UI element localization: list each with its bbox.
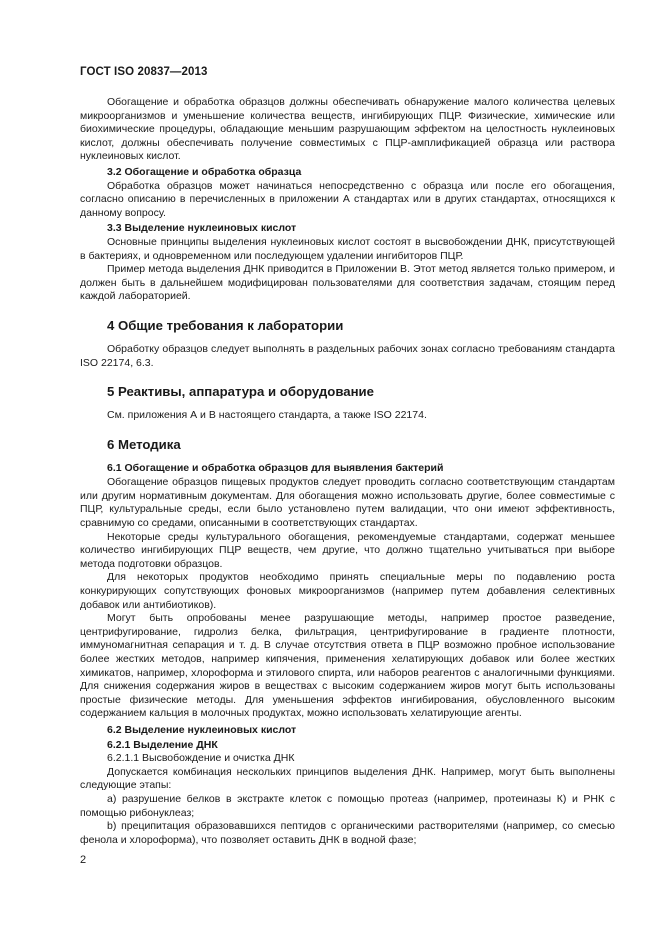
paragraph-6-1-a: Обогащение образцов пищевых продуктов следует проводить согласно соответствующим стандартам или другим нормативным документам. Для обогащения можно использовать другие, более совместимые с ПЦР, культуральные среды, если было установлено путем валидации, что они имеют эффективность, сравнимую со средами, описанными в соответствующих стандартах. xyxy=(80,476,615,530)
paragraph-3-2: Обработка образцов может начинаться непосредственно с образца или после его обогащения, согласно описанию в перечисленных в приложении А стандартах или в других стандартах, относящихся к данному вопросу. xyxy=(80,179,615,219)
paragraph-intro: Обогащение и обработка образцов должны обеспечивать обнаружение малого количества целевых микроорганизмов и уменьшение количества веществ, ингибирующих ПЦР. Физические, химические или биохимические процедуры, обладающие меньшим разрушающим эффектом на целостность нуклеиновых кислот, должны обеспечивать получение совместимых с ПЦР-амплификацией образца или раствора нуклеиновых кислот. xyxy=(80,96,615,163)
section-6-2-1-1-heading: 6.2.1.1 Высвобождение и очистка ДНК xyxy=(107,752,295,765)
document-body xyxy=(80,96,615,847)
paragraph-6-1-c: Для некоторых продуктов необходимо принять специальные меры по подавлению роста конкурирующих сопутствующих фоновых микроорганизмов (например путем добавления селективных добавок или антибиотиков). xyxy=(80,571,615,611)
paragraph-5: См. приложения А и В настоящего стандарта, а также ISO 22174. xyxy=(107,409,427,422)
section-6-2-heading: 6.2 Выделение нуклеиновых кислот xyxy=(107,723,297,736)
paragraph-6-1-b: Некоторые среды культурального обогащения, рекомендуемые стандартами, содержат меньшее количество ингибирующих ПЦР веществ, чем другие, что должно тщательно учитываться при выборе метода подготовки образцов. xyxy=(80,530,615,570)
section-6-2-1-heading: 6.2.1 Выделение ДНК xyxy=(107,738,218,751)
standard-header: ГОСТ ISO 20837—2013 xyxy=(80,66,208,78)
paragraph-6-1-d: Могут быть опробованы менее разрушающие методы, например простое разведение, центрифугирование, гидролиз белка, фильтрация, центрифугирование в градиенте плотности, иммуномагнитная сепарация и т. д. В случае отсутствия ответа в ПЦР возможно пробное использование более жестких методов, например кипячения, применения хелатирующих добавок или более жестких химикатов, например, хлороформа и этилового спирта, или наборов реагентов с аналогичными функциями. Для снижения содержания жиров в веществах с высоким содержанием жиров могут быть использованы простые физические методы. Для уменьшения эффектов ингибирования, обусловленного высоким содержанием кальция в молочных продуктах, можно использовать хелатирующие агенты. xyxy=(80,612,615,720)
section-6-heading: 6 Методика xyxy=(107,436,181,452)
section-4-heading: 4 Общие требования к лаборатории xyxy=(107,317,344,333)
paragraph-6-2-1-1: Допускается комбинация нескольких принципов выделения ДНК. Например, могут быть выполнены следующие этапы: xyxy=(80,765,615,792)
section-3-2-heading: 3.2 Обогащение и обработка образца xyxy=(107,165,302,178)
paragraph-4: Обработку образцов следует выполнять в раздельных рабочих зонах согласно требованиям стандарта ISO 22174, 6.3. xyxy=(80,342,615,369)
paragraph-3-3-b: Пример метода выделения ДНК приводится в Приложении В. Этот метод является только примером, и должен быть в дальнейшем модифицирован пользователями для соответствия задачам, стоящим перед каждой лабораторией. xyxy=(80,263,615,303)
list-item-b: b) преципитация образовавшихся пептидов с органическими растворителями (например, со смесью фенола и хлороформа), что позволяет оставить ДНК в водной фазе; xyxy=(80,820,615,846)
list-item-a: a) разрушение белков в экстракте клеток с помощью протеаз (например, протеиназы К) и РНК с помощью рибонуклеаз; xyxy=(80,792,615,819)
page-number: 2 xyxy=(80,854,87,866)
paragraph-3-3-a: Основные принципы выделения нуклеиновых кислот состоят в высвобождении ДНК, присутствующей в бактериях, и одновременном или последующем удалении ингибиторов ПЦР. xyxy=(80,235,615,262)
section-6-1-heading: 6.1 Обогащение и обработка образцов для выявления бактерий xyxy=(107,461,444,474)
section-5-heading: 5 Реактивы, аппаратура и оборудование xyxy=(107,384,375,400)
section-3-3-heading: 3.3 Выделение нуклеиновых кислот xyxy=(107,222,297,235)
